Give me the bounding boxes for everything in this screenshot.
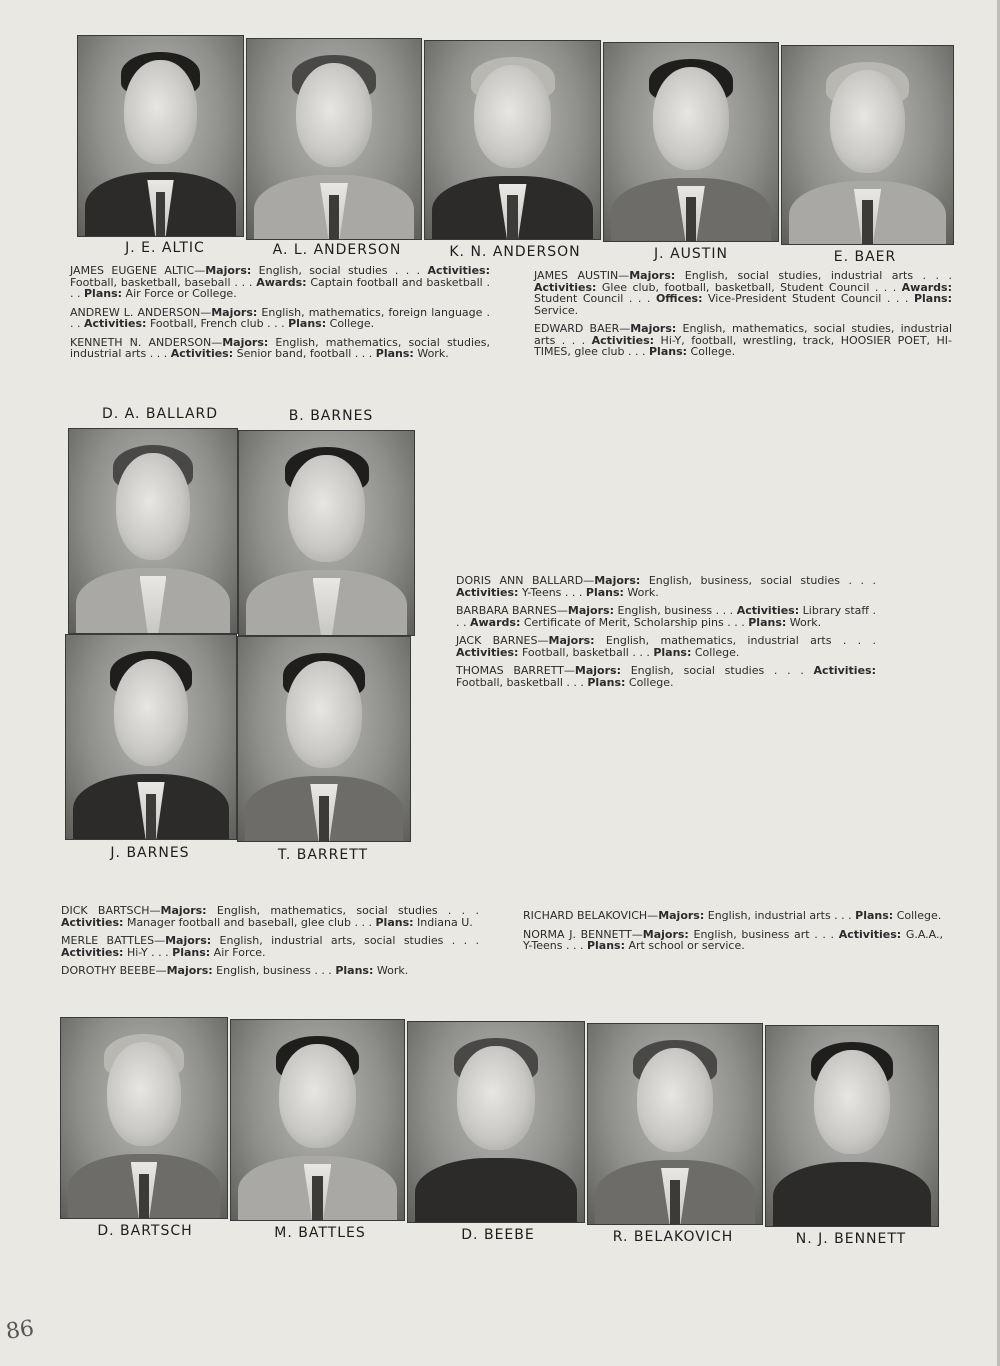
bio-entry: EDWARD BAER—Majors: English, mathematics, social studies, industrial arts . . . Activities: Hi-Y, football, wrestling, track, HOOSIER POET, HI-TIMES, glee club . . . Plans: College. xyxy=(534,322,952,358)
student-name: J. BARNES xyxy=(110,845,190,861)
bio-entry: RICHARD BELAKOVICH—Majors: English, industrial arts . . . Plans: College. xyxy=(523,909,942,922)
bio-column-right xyxy=(534,270,952,365)
portrait-photo xyxy=(77,35,244,237)
bio-entry: MERLE BATTLES—Majors: English, industrial arts, social studies . . . Activities: Hi-Y . . . Plans: Air Force. xyxy=(61,934,479,959)
student-name: B. BARNES xyxy=(288,408,374,424)
portrait-photo xyxy=(65,634,237,840)
portrait-photo xyxy=(765,1025,939,1227)
bio-entry: BARBARA BARNES—Majors: English, business . . . Activities: Library staff . . . Awards: Certificate of Merit, Scholarship pins . . . Plans: Work. xyxy=(456,604,876,629)
bio-column-right xyxy=(523,910,943,959)
student-name: R. BELAKOVICH xyxy=(612,1229,734,1245)
bio-entry: THOMAS BARRETT—Majors: English, social studies . . . Activities: Football, basketball . . . Plans: College. xyxy=(456,664,876,689)
portrait-photo xyxy=(246,38,422,240)
bio-entry: DORIS ANN BALLARD—Majors: English, business, social studies . . . Activities: Y-Teens . . . Plans: Work. xyxy=(456,574,876,599)
student-name: K. N. ANDERSON xyxy=(449,244,581,260)
portrait-photo xyxy=(237,636,411,842)
portrait-photo xyxy=(238,430,415,636)
student-name: D. A. BALLARD xyxy=(101,406,219,422)
bio-entry: KENNETH N. ANDERSON—Majors: English, mathematics, social studies, industrial arts . . . Activities: Senior band, football . . . Plans: Work. xyxy=(70,335,490,360)
bio-entry: ANDREW L. ANDERSON—Majors: English, mathematics, foreign language . . . Activities: Football, French club . . . Plans: College. xyxy=(70,305,491,330)
bio-entry: DOROTHY BEEBE—Majors: English, business . . . Plans: Work. xyxy=(61,964,409,977)
student-name: T. BARRETT xyxy=(277,847,369,863)
portrait-photo xyxy=(424,40,601,240)
portrait-photo xyxy=(587,1023,763,1225)
bio-entry: JAMES AUSTIN—Majors: English, social studies, industrial arts . . . Activities: Glee club, football, basketball, Student Council . . . Awards: Student Council . . . Offices: Vice-President Student Council . . . Plans: Service. xyxy=(534,269,952,317)
portrait-photo xyxy=(781,45,954,245)
student-name: J. AUSTIN xyxy=(654,246,728,262)
student-name: E. BAER xyxy=(833,249,897,265)
portrait-photo xyxy=(407,1021,585,1223)
bio-entry: DICK BARTSCH—Majors: English, mathematics, social studies . . . Activities: Manager football and baseball, glee club . . . Plans: Indiana U. xyxy=(61,904,479,929)
student-name: N. J. BENNETT xyxy=(795,1231,907,1247)
page-number: 86 xyxy=(4,1316,36,1345)
bio-column-right xyxy=(456,575,876,695)
portrait-photo xyxy=(603,42,779,242)
bio-column-left xyxy=(61,905,479,984)
bio-entry: JACK BARNES—Majors: English, mathematics, industrial arts . . . Activities: Football, basketball . . . Plans: College. xyxy=(456,634,876,659)
portrait-photo xyxy=(230,1019,405,1221)
portrait-photo xyxy=(68,428,238,634)
bio-entry: JAMES EUGENE ALTIC—Majors: English, social studies . . . Activities: Football, basketball, baseball . . . Awards: Captain football and basketball . . . Plans: Air Force or College. xyxy=(70,264,490,300)
student-name: M. BATTLES xyxy=(274,1225,366,1241)
student-name: D. BEEBE xyxy=(461,1227,535,1243)
bio-entry: NORMA J. BENNETT—Majors: English, business art . . . Activities: G.A.A., Y-Teens . . . Plans: Art school or service. xyxy=(523,927,944,952)
student-name: D. BARTSCH xyxy=(97,1223,193,1239)
bio-column-left xyxy=(70,265,490,367)
student-name: A. L. ANDERSON xyxy=(272,242,402,258)
portrait-photo xyxy=(60,1017,228,1219)
student-name: J. E. ALTIC xyxy=(125,240,205,256)
